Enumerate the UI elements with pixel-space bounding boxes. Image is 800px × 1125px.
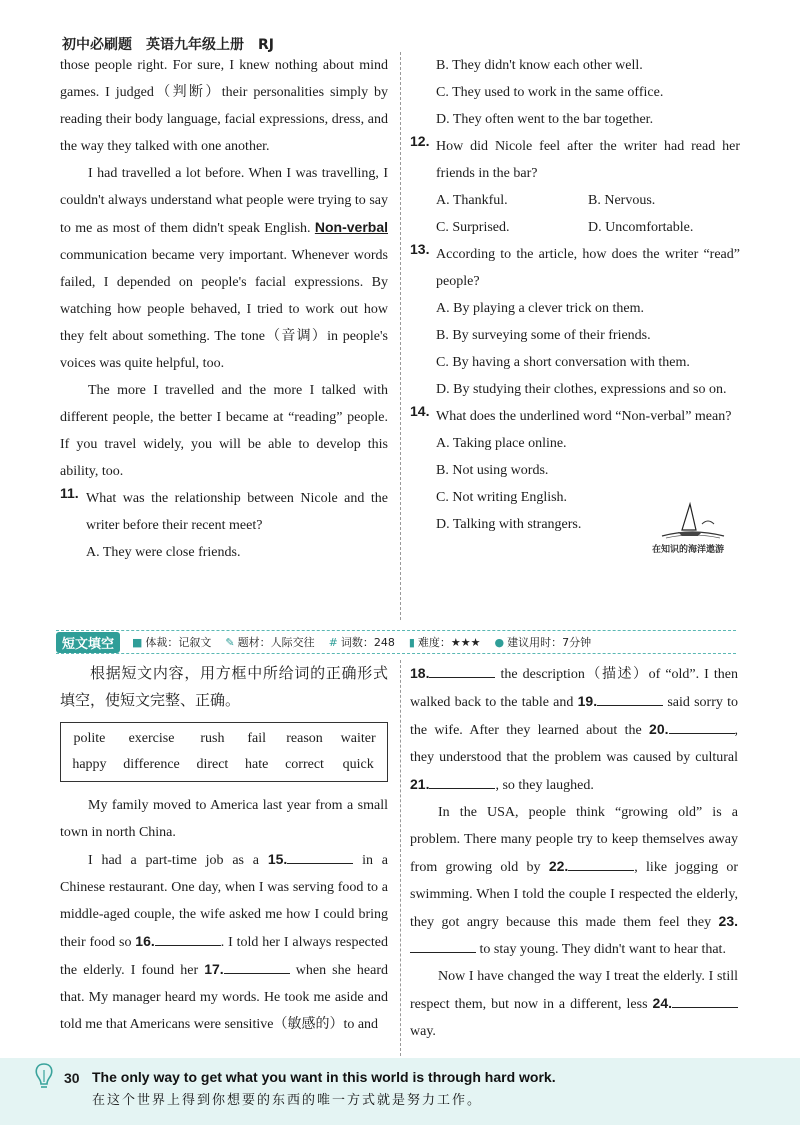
option[interactable]: B. By surveying some of their friends.: [436, 328, 651, 343]
word-box-item: correct: [285, 757, 324, 772]
section-banner: [56, 630, 736, 654]
word-box-item: reason: [286, 731, 323, 746]
blank-19[interactable]: [597, 691, 663, 706]
word-box-item: fail: [247, 731, 267, 746]
word-box-item: waiter: [340, 731, 376, 746]
word-box-item: happy: [72, 757, 107, 772]
questions-right: [410, 52, 740, 538]
question-number: 13.: [410, 241, 430, 257]
word-box-item: polite: [73, 731, 106, 746]
cloze-right: [410, 660, 738, 1045]
blank-18[interactable]: [429, 663, 495, 678]
footer-quote-zh: 在这个世界上得到你想要的东西的唯一方式就是努力工作。: [92, 1093, 483, 1108]
passage-paragraph: The more I travelled and the more I talked with different people, the better I became at “reading” people. If you travel widely, you will be able to develop this ability, too.: [60, 383, 388, 479]
option[interactable]: D. They often went to the bar together.: [436, 112, 654, 127]
passage-paragraph: those people right. For sure, I knew nothing about mind games. I judged（判断）their personalities simply by reading their body language, facial expressions, dress, and the way they talked with one another.: [60, 58, 388, 154]
word-box-item: exercise: [128, 731, 175, 746]
topic-info: ✎ 题材：人际交往: [225, 636, 315, 649]
blank-21[interactable]: [429, 774, 495, 789]
option[interactable]: C. They used to work in the same office.: [436, 85, 664, 100]
cloze-paragraph: 18. the description（描述）of “old”. I then walked back to the table and 19. said sorry to the wife. After they learned about the 20. , they understood that the problem was caused by cultural 21. , so they laughed.: [410, 665, 738, 793]
underlined-word: Non-verbal: [314, 219, 388, 235]
question-12: [410, 133, 740, 187]
question-text: What does the underlined word “Non-verbal” mean?: [436, 409, 732, 424]
time-info: ● 建议用时：7分钟: [494, 636, 592, 649]
lightbulb-icon: [34, 1062, 54, 1092]
word-box-item: direct: [196, 757, 229, 772]
option[interactable]: C. Not writing English.: [436, 490, 568, 505]
genre-info: ■ 体裁：记叙文: [132, 636, 212, 649]
option-row: [410, 214, 740, 241]
question-11: [60, 485, 388, 539]
hash-icon: #: [328, 636, 338, 649]
cloze-instruction: 根据短文内容，用方框中所给词的正确形式填空，使短文完整、正确。: [60, 664, 388, 709]
blank-24[interactable]: [672, 993, 738, 1008]
option[interactable]: A. Thankful.: [436, 193, 508, 208]
option[interactable]: D. Talking with strangers.: [436, 517, 582, 532]
page-number: 30: [64, 1070, 80, 1086]
question-text: What was the relationship between Nicole and the writer before their recent meet?: [86, 491, 388, 533]
running-header: 初中必刷题 英语九年级上册 RJ: [62, 37, 274, 53]
word-box: [60, 722, 388, 782]
passage-paragraph: I had travelled a lot before. When I was travelling, I couldn't always understand what people were trying to say to me as most of them didn't speak English. Non-verbal communication became very important. Whenever words failed, I depended on people's facial expressions. By watching how people behaved, I tried to work out how they felt about something. The tone（音调）in people's voices was quite helpful, too.: [60, 166, 388, 371]
question-text: How did Nicole feel after the writer had read her friends in the bar?: [436, 139, 740, 181]
blank-23[interactable]: [410, 938, 476, 953]
blank-22[interactable]: [568, 856, 634, 871]
cloze-paragraph: In the USA, people think “growing old” is a problem. There many people try to keep themselves away from growing old by 22. , like jogging or swimming. When I told the couple I respected the elderly, they got angry because this made them feel they 23. to stay young. They didn't want to hear that.: [410, 805, 738, 957]
option[interactable]: A. Taking place online.: [436, 436, 567, 451]
wordcount-info: # 词数：248: [328, 636, 395, 649]
word-box-item: difference: [123, 757, 180, 772]
option[interactable]: D. By studying their clothes, expressions and so on.: [436, 382, 727, 397]
question-number: 12.: [410, 133, 430, 149]
blank-20[interactable]: [669, 719, 735, 734]
difficulty-info: ▮ 难度：★★★: [408, 636, 481, 649]
option[interactable]: A. They were close friends.: [86, 545, 241, 560]
blank-17[interactable]: [224, 959, 290, 974]
column-divider: [400, 660, 401, 1056]
cloze-paragraph: I had a part-time job as a 15. in a Chinese restaurant. One day, when I was serving food to a middle-aged couple, the wife asked me how I could bring their food so 16. . I told her I always respected the elderly. I found her 17. when she heard that. My manager heard my words. He took me aside and told me that Americans were sensitive（敏感的）to and: [60, 851, 389, 1032]
bars-icon: ▮: [408, 636, 415, 649]
book-icon: ■: [132, 636, 143, 649]
option[interactable]: B. Nervous.: [588, 193, 656, 208]
section-title: 短文填空: [56, 632, 120, 653]
illustration-caption: 在知识的海洋遨游: [652, 545, 725, 555]
word-box-item: hate: [245, 757, 269, 772]
blank-15[interactable]: [287, 849, 353, 864]
cloze-paragraph: Now I have changed the way I treat the elderly. I still respect them, but now in a different, less 24. way.: [410, 969, 738, 1039]
option[interactable]: C. Surprised.: [436, 220, 510, 235]
question-13: [410, 241, 740, 295]
passage-left: [60, 52, 388, 566]
column-divider: [400, 52, 401, 620]
question-number: 11.: [60, 485, 79, 501]
question-text: According to the article, how does the writer “read” people?: [436, 247, 740, 289]
option[interactable]: B. They didn't know each other well.: [436, 58, 643, 73]
cloze-paragraph: My family moved to America last year from a small town in north China.: [60, 798, 388, 840]
cloze-left: [60, 660, 388, 1038]
option[interactable]: C. By having a short conversation with them.: [436, 355, 690, 370]
word-box-item: rush: [200, 731, 225, 746]
word-box-item: quick: [342, 757, 374, 772]
clock-icon: ●: [494, 636, 505, 649]
page-footer: [0, 1058, 800, 1125]
question-number: 14.: [410, 403, 430, 419]
option[interactable]: D. Uncomfortable.: [588, 220, 694, 235]
option[interactable]: B. Not using words.: [436, 463, 549, 478]
option-row: [410, 187, 740, 214]
blank-16[interactable]: [155, 931, 221, 946]
footer-quote-en: The only way to get what you want in this world is through hard work.: [92, 1069, 556, 1085]
option[interactable]: A. By playing a clever trick on them.: [436, 301, 644, 316]
question-14: [410, 403, 740, 430]
pen-icon: ✎: [225, 636, 235, 649]
